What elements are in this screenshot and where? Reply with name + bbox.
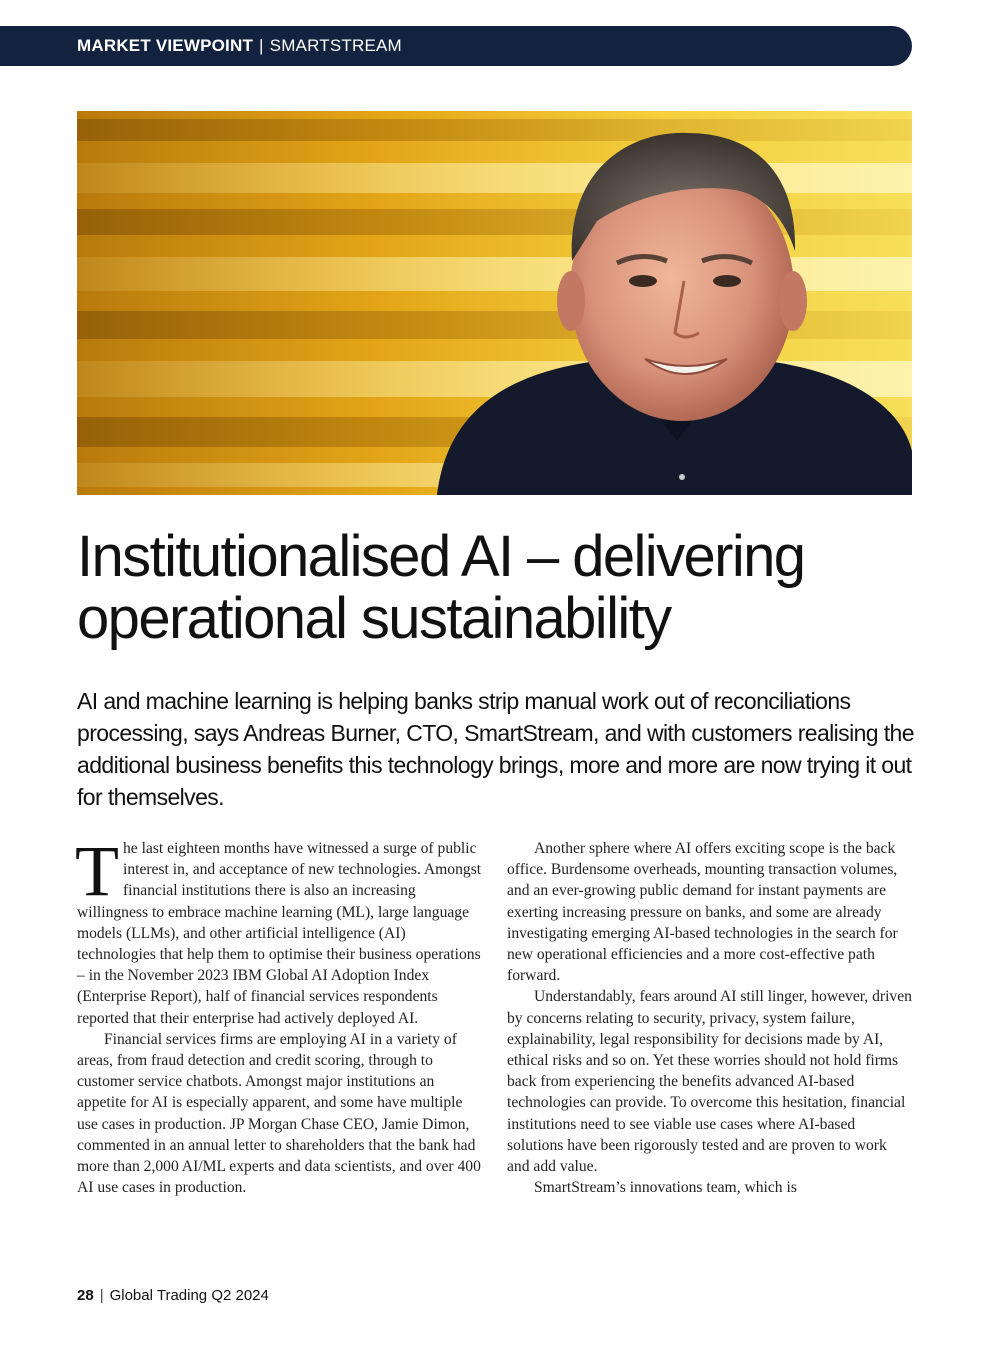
section-header-bar — [0, 26, 912, 66]
article-standfirst: AI and machine learning is helping banks strip manual work out of reconciliations processing, says Andreas Burner, CTO, SmartStream, and with customers realising the additional business benefits this technology brings, more and more are now trying it out for themselves. — [77, 688, 914, 810]
body-column-right — [507, 838, 912, 1198]
body-paragraph: Understandably, fears around AI still linger, however, driven by concerns relating to security, privacy, system failure, explainability, legal responsibility for decisions made by AI, ethical risks and so on. Yet these worries should not hold firms back from experiencing the benefits advanced AI-based technologies can provide. To overcome this hesitation, financial institutions need to see viable use cases where AI-based solutions have been rigorously tested and are proven to work and add value. — [507, 988, 912, 1176]
body-paragraph — [75, 831, 482, 1029]
page-number: 28 — [77, 1287, 94, 1304]
hero-portrait-photo — [77, 111, 912, 495]
publication-name: Global Trading Q2 2024 — [109, 1287, 269, 1304]
section-sponsor: SMARTSTREAM — [269, 36, 402, 55]
section-kicker: MARKET VIEWPOINT — [77, 36, 254, 55]
portrait-illustration — [77, 111, 912, 495]
paragraph-text: he last eighteen months have witnessed a surge of public interest in, and acceptance of new technologies. Amongst financial institutions there is also an increasing willingness to embrace machine learning (ML), large language models (LLMs), and other artificial intelligence (AI) technologies that help them to optimise their business operations – in the November 2023 IBM Global AI Adoption Index (Enterprise Report), half of financial services respondents reported that their enterprise had actively deployed AI. — [77, 840, 482, 1027]
page-footer — [77, 1287, 269, 1304]
header-separator: | — [259, 36, 264, 55]
article-title: Institutionalised AI – delivering operational sustainability — [77, 524, 805, 651]
body-paragraph: Financial services firms are employing AI in a variety of areas, from fraud detection and credit scoring, through to customer service chatbots. Amongst major institutions an appetite for AI is especially apparent, and some have multiple use cases in production. JP Morgan Chase CEO, Jamie Dimon, commented in an annual letter to shareholders that the bank had more than 2,000 AI/ML experts and data scientists, and over 400 AI use cases in production. — [77, 1030, 481, 1197]
footer-separator: | — [99, 1287, 104, 1304]
body-paragraph: Another sphere where AI offers exciting scope is the back office. Burdensome overheads, mounting transaction volumes, and an ever-growing public demand for instant payments are exerting increasing pressure on banks, and some are already investigating emerging AI-based technologies in the search for new operational efficiencies and a more cost-effective path forward. — [507, 840, 898, 985]
body-column-left — [75, 831, 482, 1198]
body-paragraph: SmartStream’s innovations team, which is — [534, 1179, 797, 1197]
drop-cap: T — [75, 831, 119, 911]
